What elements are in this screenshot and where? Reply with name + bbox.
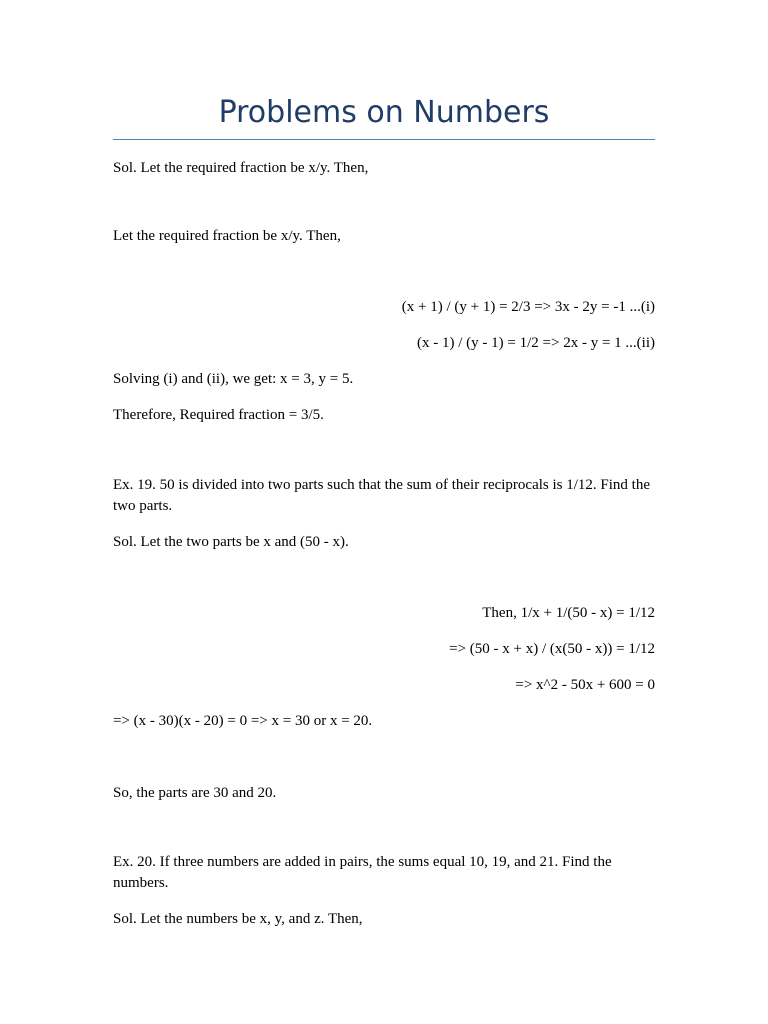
paragraph-parts-answer: So, the parts are 30 and 20. [113, 785, 277, 801]
equation-simplified: => (50 - x + x) / (x(50 - x)) = 1/12 [449, 641, 655, 657]
paragraph-required-fraction: Therefore, Required fraction = 3/5. [113, 407, 324, 423]
equation-quadratic: => x^2 - 50x + 600 = 0 [515, 677, 655, 693]
example-19: Ex. 19. 50 is divided into two parts such that the sum of their reciprocals is 1/12. Find the two parts. [113, 477, 651, 514]
document-title: Problems on Numbers [218, 95, 550, 130]
equation-i: (x + 1) / (y + 1) = 2/3 => 3x - 2y = -1 ...(i) [401, 299, 655, 315]
equation-factored: => (x - 30)(x - 20) = 0 => x = 30 or x = 20. [113, 713, 373, 729]
paragraph-sol-numbers: Sol. Let the numbers be x, y, and z. Then, [113, 911, 363, 927]
paragraph-fraction-intro: Let the required fraction be x/y. Then, [113, 228, 341, 244]
equation-ii: (x - 1) / (y - 1) = 1/2 => 2x - y = 1 ...(ii) [417, 335, 655, 351]
paragraph-sol-intro: Sol. Let the required fraction be x/y. Then, [113, 160, 369, 176]
example-20: Ex. 20. If three numbers are added in pairs, the sums equal 10, 19, and 21. Find the numbers. [113, 854, 612, 891]
title-underline [113, 139, 655, 140]
paragraph-solving: Solving (i) and (ii), we get: x = 3, y = 5. [113, 371, 354, 387]
paragraph-sol-two-parts: Sol. Let the two parts be x and (50 - x). [113, 534, 349, 550]
equation-reciprocals: Then, 1/x + 1/(50 - x) = 1/12 [482, 605, 655, 621]
